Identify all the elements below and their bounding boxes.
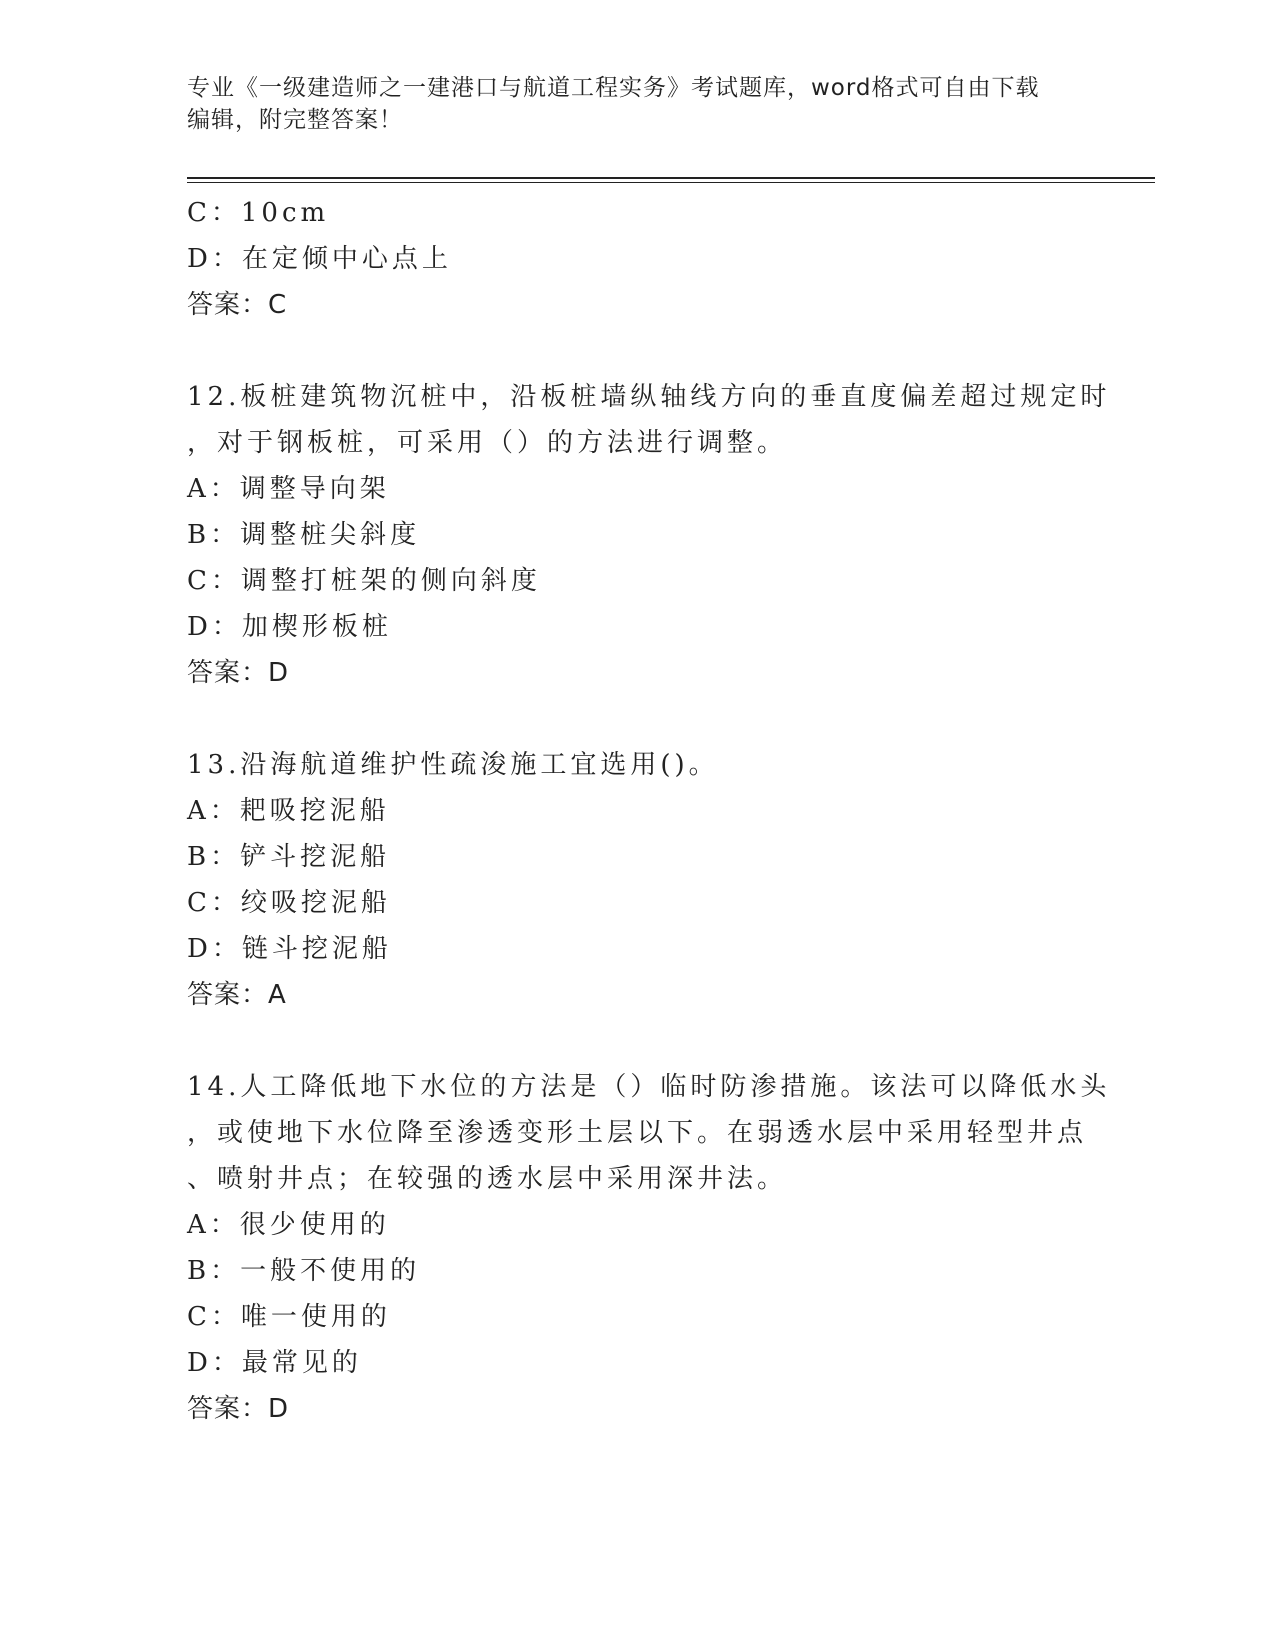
option-line: C：调整打桩架的侧向斜度 [187, 566, 541, 596]
question-12 [187, 374, 1111, 696]
option-line: D：最常见的 [187, 1348, 362, 1378]
answer-line: 答案：D [187, 658, 290, 688]
option-line: A：耙吸挖泥船 [187, 796, 390, 826]
document-header [187, 72, 1067, 136]
previous-question-tail [187, 190, 1087, 328]
question-stem-line: 14.人工降低地下水位的方法是（）临时防渗措施。该法可以降低水头 [187, 1072, 1111, 1102]
question-content [187, 190, 1111, 1432]
spacer [187, 1018, 1087, 1064]
question-stem-line: 13.沿海航道维护性疏浚施工宜选用()。 [187, 750, 719, 780]
header-line-2: 编辑，附完整答案！ [187, 107, 403, 133]
option-line: B：调整桩尖斜度 [187, 520, 421, 550]
answer-line: 答案：C [187, 290, 288, 320]
option-line: C：唯一使用的 [187, 1302, 391, 1332]
option-line: D：链斗挖泥船 [187, 934, 392, 964]
option-line: D：在定倾中心点上 [187, 244, 452, 274]
header-line-1: 专业《一级建造师之一建港口与航道工程实务》考试题库，word格式可自由下载 [187, 75, 1040, 101]
option-line: A：调整导向架 [187, 474, 390, 504]
option-line: B：铲斗挖泥船 [187, 842, 391, 872]
option-line: C：绞吸挖泥船 [187, 888, 391, 918]
option-line: D：加楔形板桩 [187, 612, 392, 642]
spacer [187, 696, 1087, 742]
option-line: B：一般不使用的 [187, 1256, 421, 1286]
answer-line: 答案：A [187, 980, 287, 1010]
header-divider-thin [187, 182, 1155, 183]
question-stem-line: 12.板桩建筑物沉桩中，沿板桩墙纵轴线方向的垂直度偏差超过规定时 [187, 382, 1111, 412]
option-line: C：10cm [187, 198, 330, 228]
header-divider-thick [187, 177, 1155, 179]
question-stem-line: ，对于钢板桩，可采用（）的方法进行调整。 [187, 428, 788, 458]
option-line: A：很少使用的 [187, 1210, 390, 1240]
question-14 [187, 1064, 1111, 1432]
question-stem-line: ，或使地下水位降至渗透变形土层以下。在弱透水层中采用轻型井点 [187, 1118, 1088, 1148]
question-13 [187, 742, 1087, 1018]
answer-line: 答案：D [187, 1394, 290, 1424]
spacer [187, 328, 1087, 374]
question-stem-line: 、喷射井点；在较强的透水层中采用深井法。 [187, 1164, 788, 1194]
